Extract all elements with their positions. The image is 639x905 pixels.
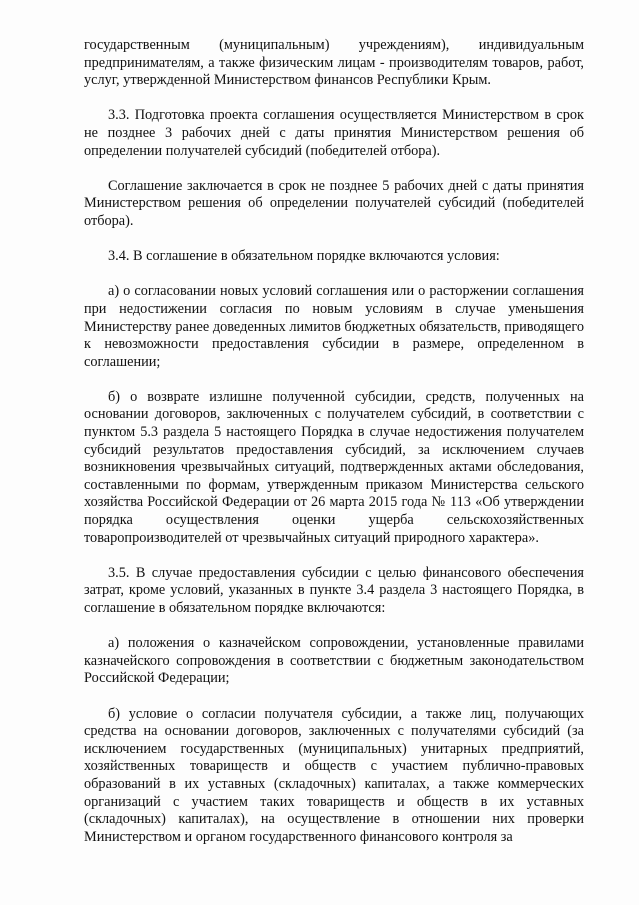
paragraph-3-4-b: б) о возврате излишне полученной субсидии, средств, полученных на основании договоров, заключенных с получателем субсидий, в соответствии с пунктом 5.3 раздела 5 настоящего Порядка в случае недостижения получателем субсидий результатов предоставления субсидий, за исключением случаев возникновения чрезвычайных ситуаций, подтвержденных актами обследования, составленными по формам, утвержденным приказом Министерства сельского хозяйства Российской Федерации от 26 марта 2015 года № 113 «Об утверждении порядка осуществления оценки ущерба сельскохозяйственных товаропроизводителей от чрезвычайных ситуаций природного характера».: [84, 388, 584, 546]
paragraph-3-5-b: б) условие о согласии получателя субсидии, а также лиц, получающих средства на основании договоров, заключенных с получателями субсидий (за исключением государственных (муниципальных) унитарных предприятий, хозяйственных товариществ и обществ с участием публично-правовых образований в их уставных (складочных) капиталах, а также коммерческих организаций с участием таких товариществ и обществ в их уставных (складочных) капиталах), на осуществление в отношении них проверки Министерством и органом государственного финансового контроля за: [84, 705, 584, 845]
paragraph-agreement-term: Соглашение заключается в срок не позднее 5 рабочих дней с даты принятия Министерством решения об определении получателей субсидий (победителей отбора).: [84, 177, 584, 229]
paragraph-3-4-a: а) о согласовании новых условий соглашения или о расторжении соглашения при недостижении согласия по новым условиям в случае уменьшения Министерству ранее доведенных лимитов бюджетных обязательств, приводящего к невозможности предоставления субсидии в размере, определенном в соглашении;: [84, 283, 584, 370]
paragraph-continuation: государственным (муниципальным) учреждениям), индивидуальным предпринимателям, а также физическим лицам - производителям товаров, работ, услуг, утвержденной Министерством финансов Республики Крым.: [84, 37, 584, 89]
paragraph-3-3: 3.3. Подготовка проекта соглашения осуществляется Министерством в срок не позднее 3 рабочих дней с даты принятия Министерством решения об определении получателей субсидий (победителей отбора).: [84, 107, 584, 159]
paragraph-3-5-a: а) положения о казначейском сопровождении, установленные правилами казначейского сопровождения в соответствии с бюджетным законодательством Российской Федерации;: [84, 635, 584, 687]
paragraph-3-5: 3.5. В случае предоставления субсидии с целью финансового обеспечения затрат, кроме условий, указанных в пункте 3.4 раздела 3 настоящего Порядка, в соглашение в обязательном порядке включаются:: [84, 564, 584, 616]
paragraph-3-4: 3.4. В соглашение в обязательном порядке включаются условия:: [108, 248, 500, 265]
